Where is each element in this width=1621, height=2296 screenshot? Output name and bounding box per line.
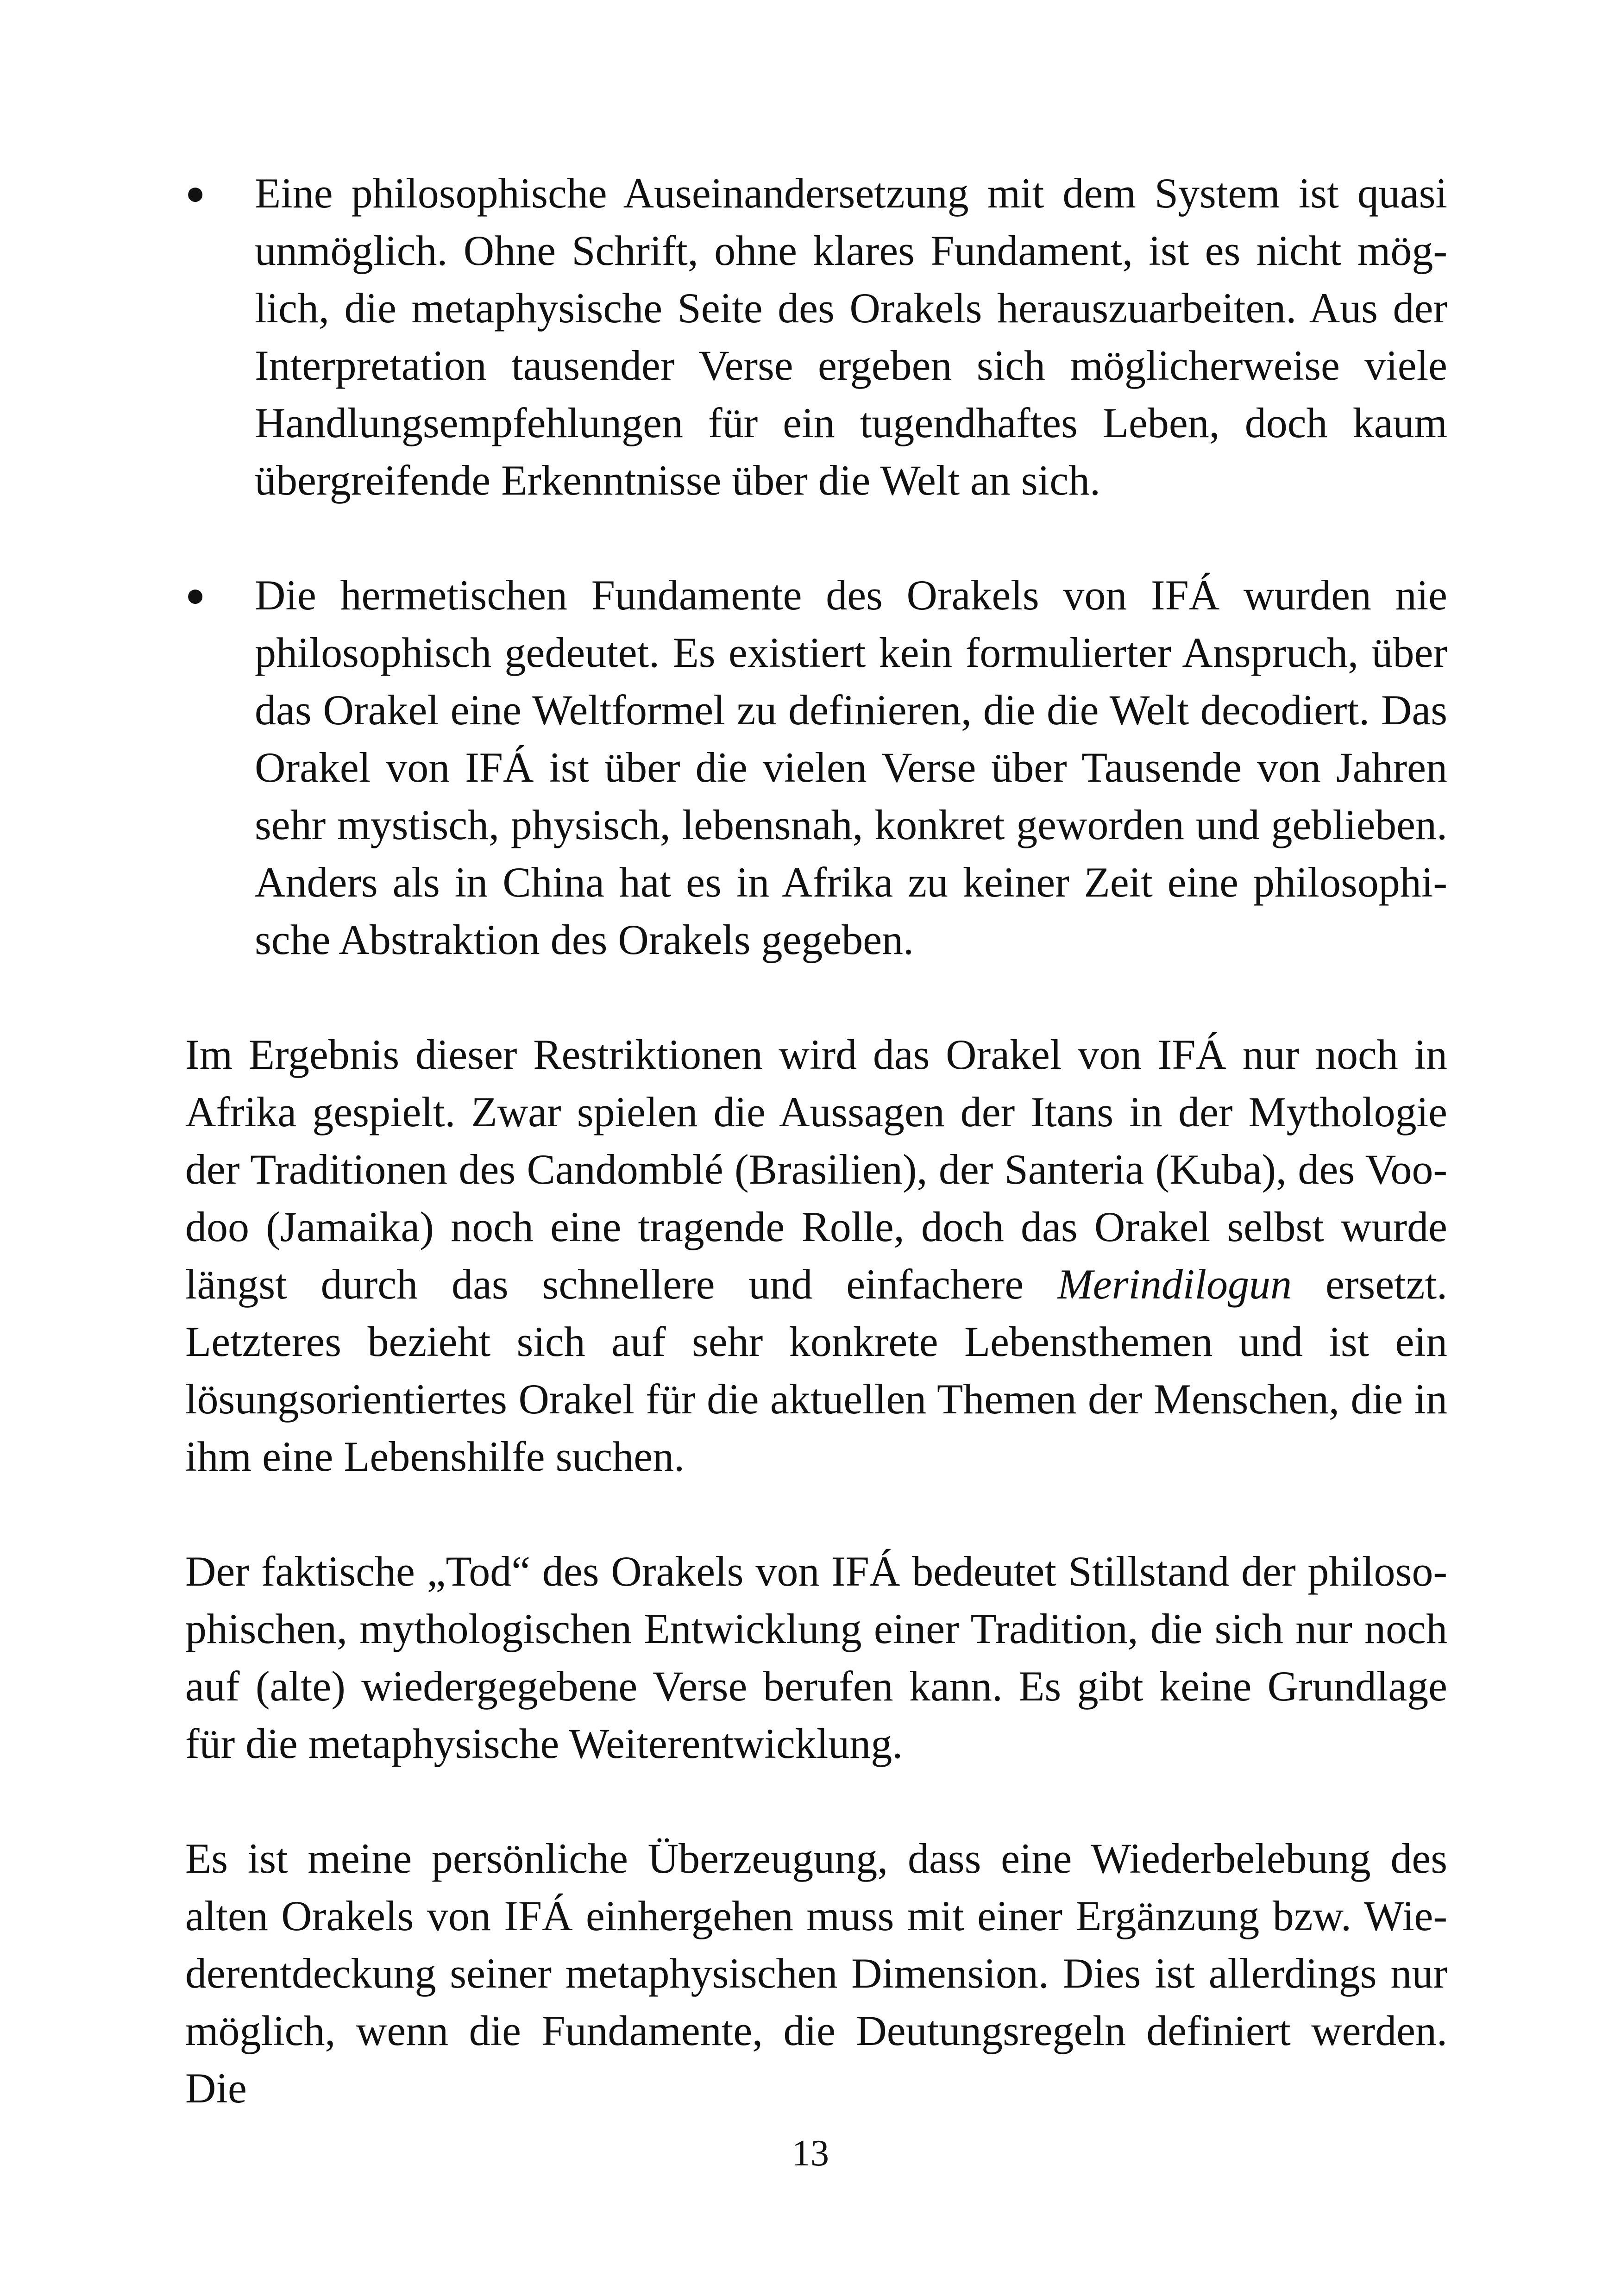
bullet-marker: ● <box>185 175 206 212</box>
bullet-list <box>185 164 1447 968</box>
paragraph-text: Im Ergebnis dieser Restriktionen wird das Orakel von IFÁ nur noch in Afrika gespielt. Zwar spielen die Aussagen der Itans in der Mythologie der Traditionen des Candomblé (Brasilien), der Santeria (Kuba), des Voodoo (Jamaika) noch eine tragende Rolle, doch das Orakel selbst wurde längst durch das schnellere und einfachere <box>185 1031 1447 1308</box>
bullet-item <box>185 164 1447 509</box>
bullet-item <box>185 566 1447 968</box>
paragraph <box>185 1026 1447 1485</box>
paragraph: Der faktische „Tod“ des Orakels von IFÁ bedeutet Stillstand der philosophischen, mythologischen Entwicklung einer Tradition, die sich nur noch auf (alte) wiedergegebene Verse berufen kann. Es gibt keine Grundlage für die metaphysische Weiterentwicklung. <box>185 1548 1447 1767</box>
bullet-text: Eine philosophische Auseinandersetzung mit dem System ist quasi unmöglich. Ohne Schrift, ohne klares Fundament, ist es nicht möglich, die metaphysische Seite des Orakels herauszuarbeiten. Aus der Interpretation tausender Verse ergeben sich möglicherweise viele Handlungsempfehlungen für ein tugendhaftes Leben, doch kaum übergreifende Erkenntnisse über die Welt an sich. <box>255 169 1447 504</box>
bullet-text: Die hermetischen Fundamente des Orakels von IFÁ wurden nie philosophisch gedeutet. Es existiert kein formulierter Anspruch, über das Orakel eine Weltformel zu definieren, die die Welt decodiert. Das Orakel von IFÁ ist über die vielen Verse über Tausende von Jahren sehr mystisch, physisch, lebensnah, konkret geworden und geblieben. Anders als in China hat es in Afrika zu keiner Zeit eine philosophische Abstraktion des Orakels gegeben. <box>255 571 1447 963</box>
paragraph-text: ersetzt. Letzteres bezieht sich auf sehr konkrete Lebensthemen und ist ein lösungsorientiertes Orakel für die aktuellen Themen der Menschen, die in ihm eine Lebenshilfe suchen. <box>185 1261 1448 1480</box>
page-number: 13 <box>792 2133 829 2174</box>
page-body <box>185 164 1447 2174</box>
bullet-marker: ● <box>185 577 206 614</box>
italic-term: Merindilogun <box>1057 1261 1292 1308</box>
paragraph: Es ist meine persönliche Überzeugung, dass eine Wiederbelebung des alten Orakels von IFÁ einhergehen muss mit einer Ergänzung bzw. Wiederentdeckung seiner metaphysischen Dimension. Dies ist allerdings nur möglich, wenn die Fundamente, die Deutungsregeln definiert werden. Die <box>185 1835 1447 2112</box>
